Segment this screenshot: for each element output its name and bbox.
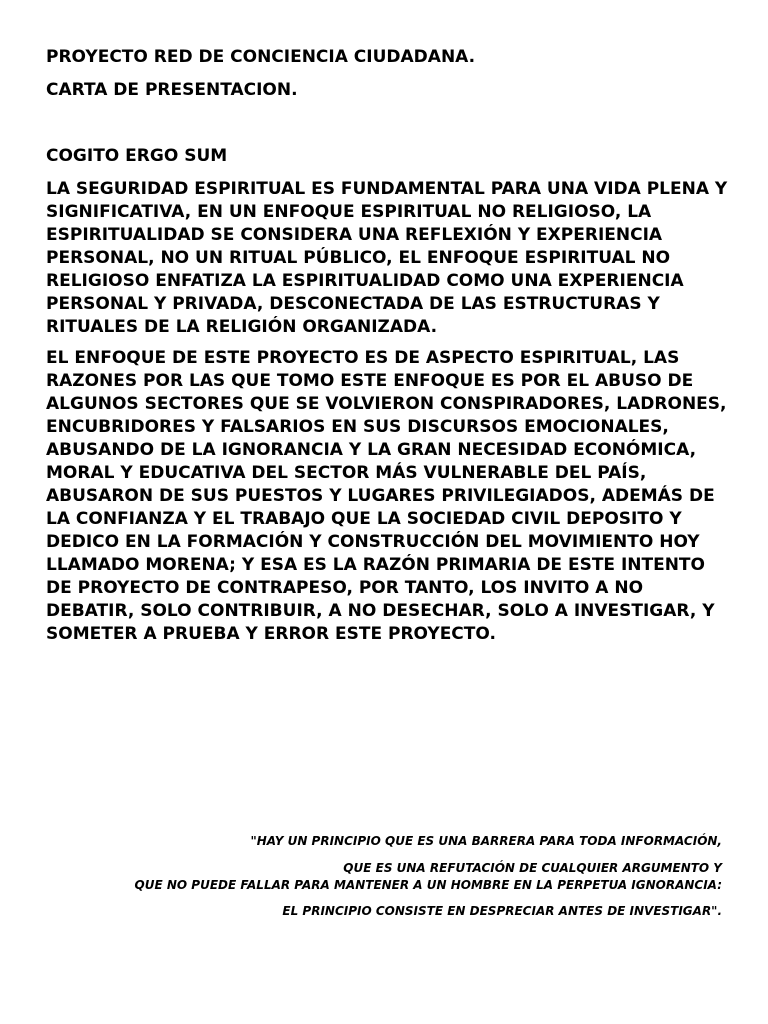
paragraph-1: LA SEGURIDAD ESPIRITUAL ES FUNDAMENTAL PARA UNA VIDA PLENA Y SIGNIFICATIVA, EN UN ENFOQUE ESPIRITUAL NO RELIGIOSO, LA ESPIRITUALIDAD SE CONSIDERA UNA REFLEXIÓN Y EXPERIENCIA PERSONAL, NO UN RITUAL PÚBLICO, EL ENFOQUE ESPIRITUAL NO RELIGIOSO ENFATIZA LA ESPIRITUALIDAD COMO UNA EXPERIENCIA PERSONAL Y PRIVADA, DESCONECTADA DE LAS ESTRUCTURAS Y RITUALES DE LA RELIGIÓN ORGANIZADA. bbox=[46, 179, 728, 337]
document-subtitle: CARTA DE PRESENTACION. bbox=[46, 80, 298, 100]
document-title: PROYECTO RED DE CONCIENCIA CIUDADANA. bbox=[46, 47, 476, 67]
motto: COGITO ERGO SUM bbox=[46, 146, 228, 166]
paragraph-2: EL ENFOQUE DE ESTE PROYECTO ES DE ASPECTO ESPIRITUAL, LAS RAZONES POR LAS QUE TOMO ESTE ENFOQUE ES POR EL ABUSO DE ALGUNOS SECTORES QUE SE VOLVIERON CONSPIRADORES, LADRONES, ENCUBRIDORES Y FALSARIOS EN SUS DISCURSOS EMOCIONALES, ABUSANDO DE LA IGNORANCIA Y LA GRAN NECESIDAD ECONÓMICA, MORAL Y EDUCATIVA DEL SECTOR MÁS VULNERABLE DEL PAÍS, ABUSARON DE SUS PUESTOS Y LUGARES PRIVILEGIADOS, ADEMÁS DE LA CONFIANZA Y EL TRABAJO QUE LA SOCIEDAD CIVIL DEPOSITO Y DEDICO EN LA FORMACIÓN Y CONSTRUCCIÓN DEL MOVIMIENTO HOY LLAMADO MORENA; Y ESA ES LA RAZÓN PRIMARIA DE ESTE INTENTO DE PROYECTO DE CONTRAPESO, POR TANTO, LOS INVITO A NO DEBATIR, SOLO CONTRIBUIR, A NO DESECHAR, SOLO A INVESTIGAR, Y SOMETER A PRUEBA Y ERROR ESTE PROYECTO. bbox=[46, 348, 727, 644]
quote-line-3: QUE NO PUEDE FALLAR PARA MANTENER A UN HOMBRE EN LA PERPETUA IGNORANCIA: bbox=[134, 878, 722, 892]
quote-line-2: QUE ES UNA REFUTACIÓN DE CUALQUIER ARGUMENTO Y bbox=[343, 861, 722, 875]
quote-line-1: "HAY UN PRINCIPIO QUE ES UNA BARRERA PARA TODA INFORMACIÓN, bbox=[250, 834, 722, 848]
quote-line-4: EL PRINCIPIO CONSISTE EN DESPRECIAR ANTES DE INVESTIGAR". bbox=[282, 904, 722, 918]
